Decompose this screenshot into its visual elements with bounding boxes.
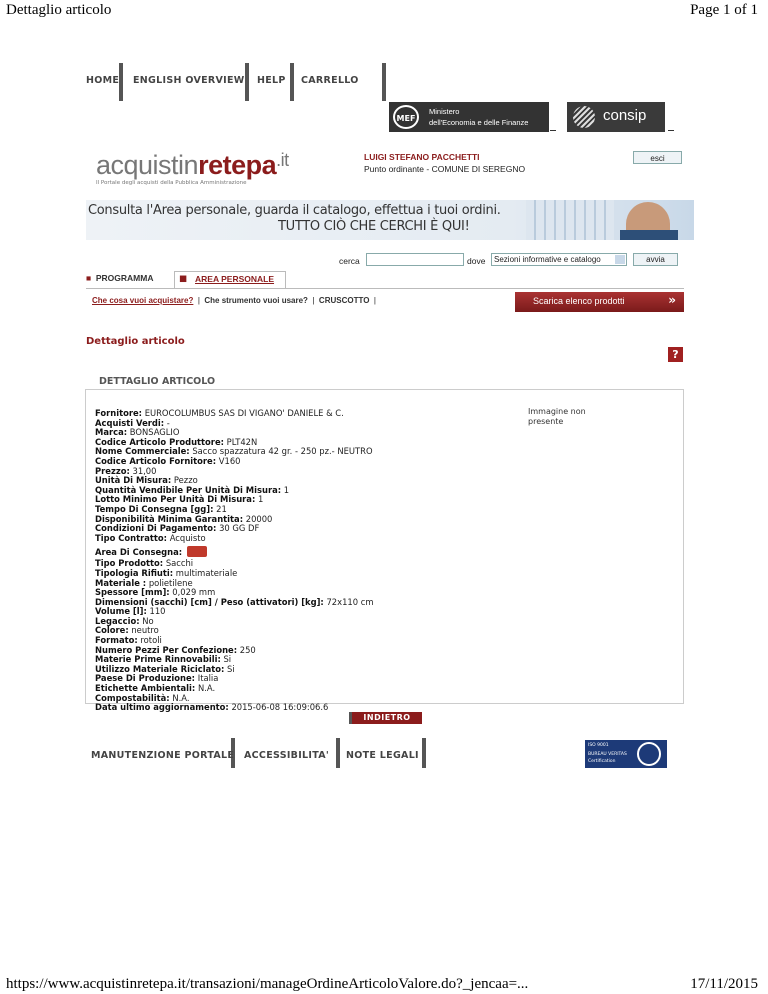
search-label: cerca xyxy=(339,256,360,266)
subnav-what-to-buy[interactable]: Che cosa vuoi acquistare? xyxy=(92,296,194,305)
detail-label: Numero Pezzi Per Confezione: xyxy=(95,644,238,655)
detail-value: 0,029 mm xyxy=(172,587,216,598)
detail-value: 21 xyxy=(216,503,227,514)
detail-label: Spessore [mm]: xyxy=(95,587,170,598)
detail-label: Prezzo: xyxy=(95,465,130,476)
tabs-divider xyxy=(86,288,684,289)
promo-banner[interactable] xyxy=(86,200,694,240)
detail-value: N.A. xyxy=(172,692,190,703)
nav-cart[interactable]: CARRELLO xyxy=(301,75,359,86)
detail-label: Materiale : xyxy=(95,577,147,588)
detail-value: 30 GG DF xyxy=(219,523,260,534)
download-products-label: Scarica elenco prodotti xyxy=(533,296,625,306)
footer-maintenance[interactable]: MANUTENZIONE PORTALE xyxy=(91,750,235,761)
detail-value: Sacco spazzatura 42 gr. - 250 pz.- NEUTRO xyxy=(192,446,373,457)
footer-separator xyxy=(422,738,426,768)
logout-button[interactable]: esci xyxy=(633,151,682,164)
cert-line2: BUREAU VERITAS xyxy=(588,752,627,757)
consip-logo[interactable] xyxy=(567,102,665,132)
print-footer-url: https://www.acquistinretepa.it/transazioni/manageOrdineArticoloValore.do?_jencaa=... xyxy=(6,976,529,992)
subnav xyxy=(92,296,376,305)
cert-line3: Certification xyxy=(588,759,616,764)
detail-value: N.A. xyxy=(197,683,216,694)
site-logo-tagline: Il Portale degli acquisti della Pubblica Amministrazione xyxy=(96,180,247,186)
double-chevron-down-icon: » xyxy=(668,293,676,307)
detail-value: 1 xyxy=(257,494,264,505)
detail-label: Codice Articolo Produttore: xyxy=(95,436,224,447)
nav-separator xyxy=(382,63,386,101)
detail-value: Italia xyxy=(197,673,219,684)
help-icon[interactable]: ? xyxy=(668,347,683,362)
where-select-value: Sezioni informative e catalogo xyxy=(494,255,601,264)
detail-value: 1 xyxy=(283,484,290,495)
search-go-button[interactable]: avvia xyxy=(633,253,678,266)
detail-label: Lotto Minimo Per Unità Di Misura: xyxy=(95,494,256,505)
detail-value: 2015-06-08 16:09:06.6 xyxy=(231,702,329,713)
detail-value: Pezzo xyxy=(173,475,198,486)
certification-badge xyxy=(585,740,667,768)
image-placeholder: Immagine non presente xyxy=(528,407,586,426)
detail-label: Quantità Vendibile Per Unità Di Misura: xyxy=(95,484,282,495)
search-input[interactable] xyxy=(366,253,464,266)
detail-label: Area Di Consegna: xyxy=(95,547,183,558)
tab-programma-label: PROGRAMMA xyxy=(95,273,154,283)
detail-row xyxy=(95,617,535,627)
detail-label: Utilizzo Materiale Riciclato: xyxy=(95,663,225,674)
detail-label: Colore: xyxy=(95,625,129,636)
mef-line1: Ministero xyxy=(429,107,460,116)
detail-label: Etichette Ambientali: xyxy=(95,683,196,694)
nav-english-overview[interactable]: ENGLISH OVERVIEW xyxy=(133,75,245,86)
nav-separator xyxy=(245,63,249,101)
detail-label: Nome Commerciale: xyxy=(95,446,190,457)
mef-line2: dell'Economia e delle Finanze xyxy=(429,118,529,127)
banner-windows-graphic xyxy=(526,200,614,240)
subnav-separator: | xyxy=(373,296,376,305)
detail-label: Condizioni Di Pagamento: xyxy=(95,523,217,534)
detail-value: 31,00 xyxy=(132,465,157,476)
user-role: Punto ordinante - COMUNE DI SEREGNO xyxy=(364,164,526,174)
banner-person-shirt xyxy=(620,230,678,240)
page-title: Dettaglio articolo xyxy=(86,336,185,347)
banner-line1: Consulta l'Area personale, guarda il catalogo, effettua i tuoi ordini. xyxy=(88,203,501,218)
mef-underline xyxy=(550,130,556,131)
print-footer-date: 17/11/2015 xyxy=(690,976,758,992)
consip-emblem-icon xyxy=(573,106,595,128)
chevron-down-icon xyxy=(615,255,625,264)
detail-label: Tipo Contratto: xyxy=(95,532,168,543)
subnav-separator: | xyxy=(312,296,315,305)
nav-home[interactable]: HOME xyxy=(86,75,120,86)
nav-separator xyxy=(290,63,294,101)
detail-value: 72x110 cm xyxy=(326,596,374,607)
banner-line2: TUTTO CIÒ CHE CERCHI È QUI! xyxy=(278,219,470,234)
detail-value: Si xyxy=(223,654,232,665)
detail-value: BONSAGLIO xyxy=(129,427,180,438)
detail-label: Fornitore: xyxy=(95,408,143,418)
detail-row xyxy=(95,703,535,713)
subnav-dashboard[interactable]: CRUSCOTTO xyxy=(318,296,370,305)
detail-label: Unità Di Misura: xyxy=(95,475,172,486)
site-logo-part2: retepa xyxy=(198,150,277,180)
detail-value: polietilene xyxy=(148,577,193,588)
detail-value: neutro xyxy=(131,625,159,636)
mef-logo[interactable] xyxy=(389,102,549,132)
footer-accessibility[interactable]: ACCESSIBILITA' xyxy=(244,750,330,761)
bureau-veritas-seal-icon xyxy=(637,742,661,766)
detail-label: Dimensioni (sacchi) [cm] / Peso (attivatori) [kg]: xyxy=(95,596,324,607)
detail-label: Data ultimo aggiornamento: xyxy=(95,702,229,713)
detail-value: 20000 xyxy=(245,513,273,524)
consip-text: consip xyxy=(603,107,647,124)
detail-label: Materie Prime Rinnovabili: xyxy=(95,654,221,665)
nav-help[interactable]: HELP xyxy=(257,75,286,86)
where-label: dove xyxy=(467,256,486,266)
grid-icon: ■ xyxy=(86,273,92,283)
detail-label: Formato: xyxy=(95,635,138,646)
subnav-separator: | xyxy=(197,296,200,305)
detail-label: Tipo Prodotto: xyxy=(95,558,164,569)
detail-label: Codice Articolo Fornitore: xyxy=(95,455,217,466)
mef-emblem-icon: MEF xyxy=(393,105,419,129)
detail-value: rotoli xyxy=(140,635,162,646)
detail-value: 110 xyxy=(149,606,166,617)
detail-value: Sacchi xyxy=(165,558,194,569)
detail-value: Acquisto xyxy=(169,532,206,543)
detail-label: Tipologia Rifiuti: xyxy=(95,567,174,578)
grid-icon: ■ xyxy=(179,274,188,284)
subnav-which-tool[interactable]: Che strumento vuoi usare? xyxy=(204,296,308,305)
detail-label: Disponibilità Minima Garantita: xyxy=(95,513,244,524)
print-header-page: Page 1 of 1 xyxy=(690,2,758,18)
detail-label: Compostabilità: xyxy=(95,692,170,703)
detail-label: Acquisti Verdi: xyxy=(95,417,165,428)
detail-value: Si xyxy=(227,663,235,674)
detail-label: Legaccio: xyxy=(95,615,140,626)
detail-value: PLT42N xyxy=(226,436,258,447)
detail-value: - xyxy=(166,417,170,428)
where-select[interactable] xyxy=(491,253,627,266)
print-header-title: Dettaglio articolo xyxy=(6,2,112,18)
detail-row xyxy=(95,457,535,467)
details-list xyxy=(95,409,535,713)
back-button[interactable]: INDIETRO xyxy=(349,712,422,724)
detail-label: Volume [l]: xyxy=(95,606,147,617)
detail-value: multimateriale xyxy=(175,567,238,578)
detail-value: V160 xyxy=(218,455,241,466)
cert-line1: ISO 9001 xyxy=(588,743,609,748)
detail-value: 250 xyxy=(239,644,256,655)
site-logo[interactable] xyxy=(96,150,289,181)
detail-row xyxy=(95,534,535,544)
delivery-truck-icon[interactable] xyxy=(187,546,207,557)
detail-value: No xyxy=(142,615,154,626)
user-name: LUIGI STEFANO PACCHETTI xyxy=(364,152,480,162)
tab-area-label: AREA PERSONALE xyxy=(195,274,275,284)
detail-row xyxy=(95,607,535,617)
footer-separator xyxy=(336,738,340,768)
tab-programma[interactable] xyxy=(86,273,153,283)
detail-label: Tempo Di Consegna [gg]: xyxy=(95,503,214,514)
detail-label: Paese Di Produzione: xyxy=(95,673,196,684)
detail-label: Marca: xyxy=(95,427,128,438)
detail-value: EUROCOLUMBUS SAS DI VIGANO' DANIELE & C. xyxy=(144,408,344,418)
consip-underline xyxy=(668,130,674,131)
panel-title: DETTAGLIO ARTICOLO xyxy=(99,376,216,387)
footer-legal-notes[interactable]: NOTE LEGALI xyxy=(346,750,419,761)
site-logo-part3: .it xyxy=(276,150,289,170)
site-logo-part1: acquistin xyxy=(96,150,199,180)
nav-separator xyxy=(119,63,123,101)
tab-area-personale[interactable] xyxy=(174,271,286,289)
download-products-button[interactable] xyxy=(515,292,684,312)
